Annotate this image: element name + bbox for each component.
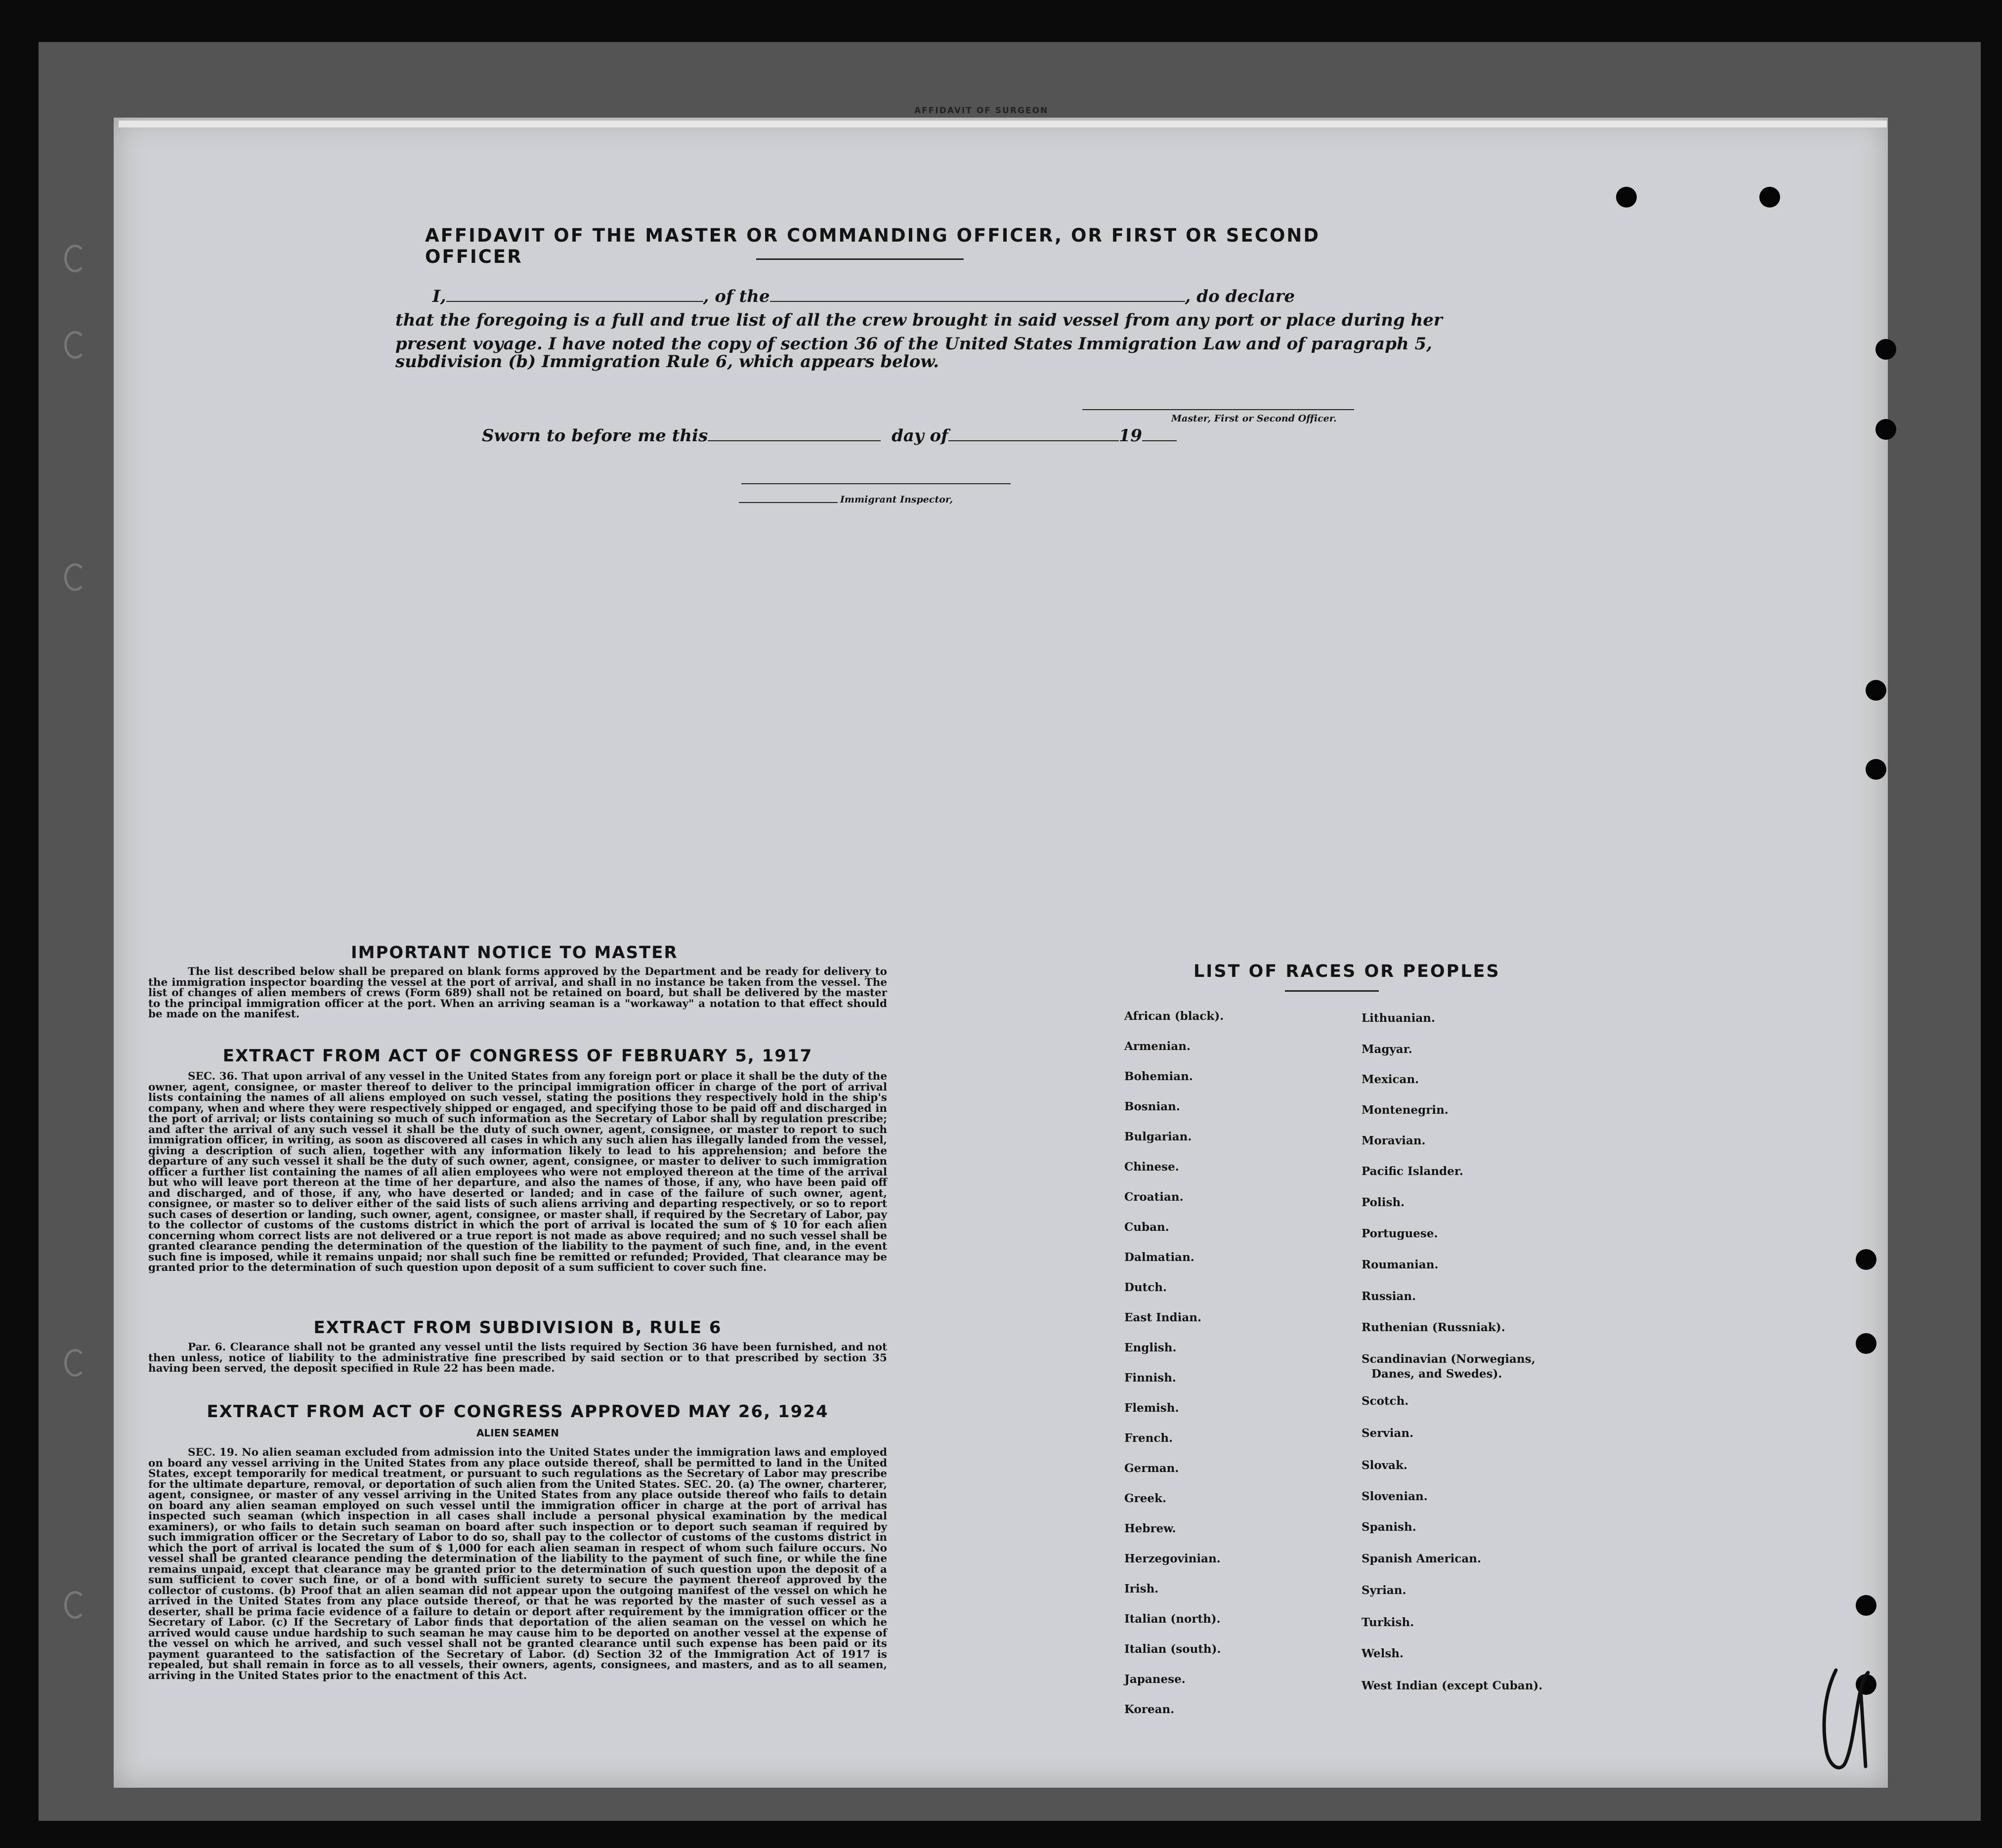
race-item: Flemish. [1124, 1401, 1179, 1415]
race-item: Italian (south). [1124, 1642, 1221, 1656]
notice-title: IMPORTANT NOTICE TO MASTER [351, 943, 678, 963]
race-item: Dalmatian. [1124, 1251, 1194, 1264]
race-item: Japanese. [1124, 1673, 1186, 1686]
race-item: Chinese. [1124, 1160, 1179, 1174]
race-item: Turkish. [1362, 1616, 1414, 1629]
sworn-line [482, 426, 1177, 446]
race-item: English. [1124, 1341, 1177, 1354]
race-item: Welsh. [1362, 1647, 1404, 1660]
race-item: Bosnian. [1124, 1100, 1180, 1113]
race-item: Polish. [1362, 1196, 1405, 1209]
extract-rule6-title: EXTRACT FROM SUBDIVISION B, RULE 6 [313, 1318, 722, 1338]
binder-ring-icon [64, 1591, 86, 1619]
sworn-day-of: day of [892, 426, 948, 446]
race-item: Servian. [1362, 1427, 1414, 1440]
master-signature-caption: Master, First or Second Officer. [1171, 413, 1337, 424]
race-item: West Indian (except Cuban). [1362, 1679, 1543, 1692]
race-item: Lithuanian. [1362, 1011, 1435, 1025]
race-item: Irish. [1124, 1582, 1159, 1596]
race-item: Danes, and Swedes). [1371, 1367, 1502, 1381]
cut-off-title: AFFIDAVIT OF SURGEON [914, 106, 1049, 116]
declaration-line-4: subdivision (b) Immigration Rule 6, which appears below. [395, 352, 939, 372]
sworn-year: 19 [1118, 426, 1143, 446]
race-item: Cuban. [1124, 1220, 1169, 1234]
race-item: Spanish American. [1362, 1552, 1482, 1565]
inspector-signature-line[interactable] [741, 483, 1011, 484]
punch-hole-icon [1856, 1595, 1876, 1616]
race-item: Moravian. [1362, 1134, 1426, 1147]
race-item: Magyar. [1362, 1043, 1412, 1056]
race-item: African (black). [1124, 1009, 1224, 1023]
sworn-month-blank[interactable] [948, 430, 1119, 441]
extract-1924-text: SEC. 19. No alien seaman excluded from admission into the United States under the immigration laws and employed on board any vessel arriving in the United States from any place outside thereof, shall be permitted to land in the United States, except temporarily for medical treatment, or pursuant to such regulations as the Secretary of Labor may prescribe for the ultimate departure, removal, or deportation of such alien from the United States. SEC. 20. (a) The owner, charterer, agent, consignee, or master of any vessel arriving in the United States from any place outside thereof who fails to detain on board any alien seaman employed on such vessel until the immigration officer in charge at the port of arrival has inspected such seaman (which inspection in all cases shall include a personal physical examination by the medical examiners), or who fails to detain such seaman on board after such inspection or to deport such seaman if required by such immigration officer or the Secretary of Labor to do so, shall pay to the collector of customs of the customs district in which the port of arrival is located the sum of $ 1,000 for each alien seaman in respect of whom such failure occurs. No vessel shall be granted clearance pending the determination of the liability to the payment of such fine, or while the fine remains unpaid, except that clearance may be granted prior to the determination of such question upon the deposit of a sum sufficient to cover such fine, or of a bond with sufficient surety to secure the payment thereof approved by the collector of customs. (b) Proof that an alien seaman did not appear upon the outgoing manifest of the vessel on which he arrived in the United States from any place outside thereof, or that he was reported by the master of such vessel as a deserter, shall be prima facie evidence of a failure to detain or deport after requirement by the immigration officer or the Secretary of Labor. (c) If the Secretary of Labor finds that deportation of the alien seaman on the vessel on which he arrived would cause undue hardship to such seaman he may cause him to be deported on another vessel at the expense of the vessel on which he arrived, and such vessel shall not be granted clearance until such expense has been paid or its payment guaranteed to the satisfaction of the Secretary of Labor. (d) Section 32 of the Immigration Act of 1917 is repealed, but shall remain in force as to all vessels, their owners, agents, consignees, and masters, and as to all seamen, arriving in the United States prior to the enactment of this Act. [148, 1446, 887, 1682]
sworn-prefix: Sworn to before me this [482, 426, 708, 446]
declaration-do-declare: , do declare [1185, 287, 1295, 306]
punch-hole-icon [1866, 680, 1886, 701]
race-item: Ruthenian (Russniak). [1362, 1321, 1505, 1334]
punch-hole-icon [1875, 339, 1896, 360]
inspector-prefix-line [739, 502, 838, 503]
sworn-year-blank[interactable] [1142, 430, 1177, 441]
title-underline [756, 258, 964, 260]
race-item: Italian (north). [1124, 1612, 1221, 1626]
race-item: German. [1124, 1462, 1179, 1475]
race-item: Scotch. [1362, 1394, 1409, 1408]
race-item: Scandinavian (Norwegians, [1362, 1352, 1535, 1366]
binder-ring-icon [64, 245, 86, 272]
handwritten-mark [1806, 1650, 1880, 1779]
race-item: Montenegrin. [1362, 1103, 1448, 1117]
race-item: Slovak. [1362, 1459, 1407, 1472]
race-item: Syrian. [1362, 1584, 1406, 1597]
declaration-line-2: that the foregoing is a full and true list of all the crew brought in said vessel from any port or place during her [395, 310, 1443, 330]
race-item: Korean. [1124, 1703, 1175, 1716]
race-item: Russian. [1362, 1290, 1416, 1303]
race-item: Dutch. [1124, 1281, 1167, 1294]
race-item: Roumanian. [1362, 1258, 1439, 1271]
race-item: Pacific Islander. [1362, 1165, 1463, 1178]
races-list-title: LIST OF RACES OR PEOPLES [1193, 962, 1500, 981]
race-item: Greek. [1124, 1492, 1166, 1505]
race-item: Slovenian. [1362, 1490, 1428, 1503]
notice-text: The list described below shall be prepared on blank forms approved by the Department and be ready for delivery to the immigration inspector boarding the vessel at the port of arrival, and shall in no instance be taken from the vessel. The list of changes of alien members of crews (Form 689) shall not be retained on board, but shall be delivered by the master to the principal immigration officer at the port. When an arriving seaman is a "workaway" a notation to that effect should be made on the manifest. [148, 966, 887, 1020]
punch-hole-icon [1866, 759, 1886, 780]
race-item: East Indian. [1124, 1311, 1201, 1324]
race-item: Portuguese. [1362, 1227, 1438, 1240]
race-item: French. [1124, 1431, 1173, 1445]
extract-1917-text: SEC. 36. That upon arrival of any vessel in the United States from any foreign port or place it shall be the duty of the owner, agent, consignee, or master thereof to deliver to the principal immigration officer in charge of the port of arrival lists containing the names of all aliens employed on such vessel, stating the positions they respectively hold in the ship's company, when and where they were respectively shipped or engaged, and specifying those to be paid off and discharged in the port of arrival; or lists containing so much of such information as the Secretary of Labor shall by regulation prescribe; and after the arrival of any such vessel it shall be the duty of such owner, agent, consignee, or master to report to such immigration officer, in writing, as soon as discovered all cases in which any such alien has illegally landed from the vessel, giving a description of such alien, together with any information likely to lead to his apprehension; and before the departure of any such vessel it shall be the duty of such owner, agent, consignee, or master to deliver to such immigration officer a further list containing the names of all alien employees who were not employed thereon at the time of the arrival but who will leave port thereon at the time of her departure, and also the names of those, if any, who have been paid off and discharged, and of those, if any, who have deserted or landed; and in case of the failure of such owner, agent, consignee, or master so to deliver either of the said lists of such aliens arriving and departing respectively, or so to report such cases of desertion or landing, such owner, agent, consignee, or master shall, if required by the Secretary of Labor, pay to the collector of customs of the customs district in which the port of arrival is located the sum of $ 10 for each alien concerning whom correct lists are not delivered or a true report is not made as above required; and no such vessel shall be granted clearance pending the determination of the question of the liability to the payment of such fine, and, in the event such fine is imposed, while it remains unpaid; nor shall such fine be remitted or refunded; Provided, That clearance may be granted prior to the determination of such question upon deposit of a sum sufficient to cover such fine. [148, 1070, 887, 1274]
extract-1924-title: EXTRACT FROM ACT OF CONGRESS APPROVED MAY 26, 1924 [207, 1402, 829, 1422]
extract-rule6-text: Par. 6. Clearance shall not be granted any vessel until the lists required by Section 36 have been furnished, and not then unless, notice of liability to the administrative fine prescribed by said section or to that prescribed by section 35 having been served, the deposit specified in Rule 22 has been made. [148, 1341, 887, 1375]
race-item: Herzegovinian. [1124, 1552, 1221, 1565]
binder-ring-icon [64, 331, 86, 359]
punch-hole-icon [1616, 187, 1637, 208]
races-title-underline [1285, 990, 1379, 992]
race-item: Bohemian. [1124, 1070, 1193, 1083]
vessel-blank[interactable] [770, 291, 1185, 302]
extract-1917-title: EXTRACT FROM ACT OF CONGRESS OF FEBRUARY 5, 1917 [222, 1046, 813, 1066]
punch-hole-icon [1856, 1249, 1876, 1270]
race-item: Bulgarian. [1124, 1130, 1192, 1143]
punch-hole-icon [1875, 419, 1896, 440]
race-item: Mexican. [1362, 1073, 1419, 1086]
declaration-of-the: , of the [703, 287, 770, 306]
race-item: Armenian. [1124, 1040, 1191, 1053]
paper-top-edge [119, 121, 1887, 127]
declaration-line-1 [432, 287, 1295, 306]
affidavit-title: AFFIDAVIT OF THE MASTER OR COMMANDING OFFICER, OR FIRST OR SECOND OFFICER [425, 225, 1320, 267]
name-blank[interactable] [446, 291, 703, 302]
master-signature-line[interactable] [1082, 409, 1354, 410]
race-item: Hebrew. [1124, 1522, 1176, 1535]
binder-ring-icon [64, 563, 86, 591]
binder-ring-icon [64, 1349, 86, 1377]
inspector-caption: Immigrant Inspector, [840, 494, 953, 505]
alien-seamen-subtitle: ALIEN SEAMEN [476, 1427, 559, 1439]
punch-hole-icon [1856, 1333, 1876, 1354]
sworn-day-blank[interactable] [708, 430, 881, 441]
race-item: Croatian. [1124, 1190, 1184, 1204]
race-item: Spanish. [1362, 1520, 1416, 1534]
declaration-line-3: present voyage. I have noted the copy of section 36 of the United States Immigration Law and of paragraph 5, [395, 334, 1433, 354]
race-item: Finnish. [1124, 1371, 1176, 1385]
punch-hole-icon [1759, 187, 1780, 208]
declaration-i: I, [432, 287, 446, 306]
